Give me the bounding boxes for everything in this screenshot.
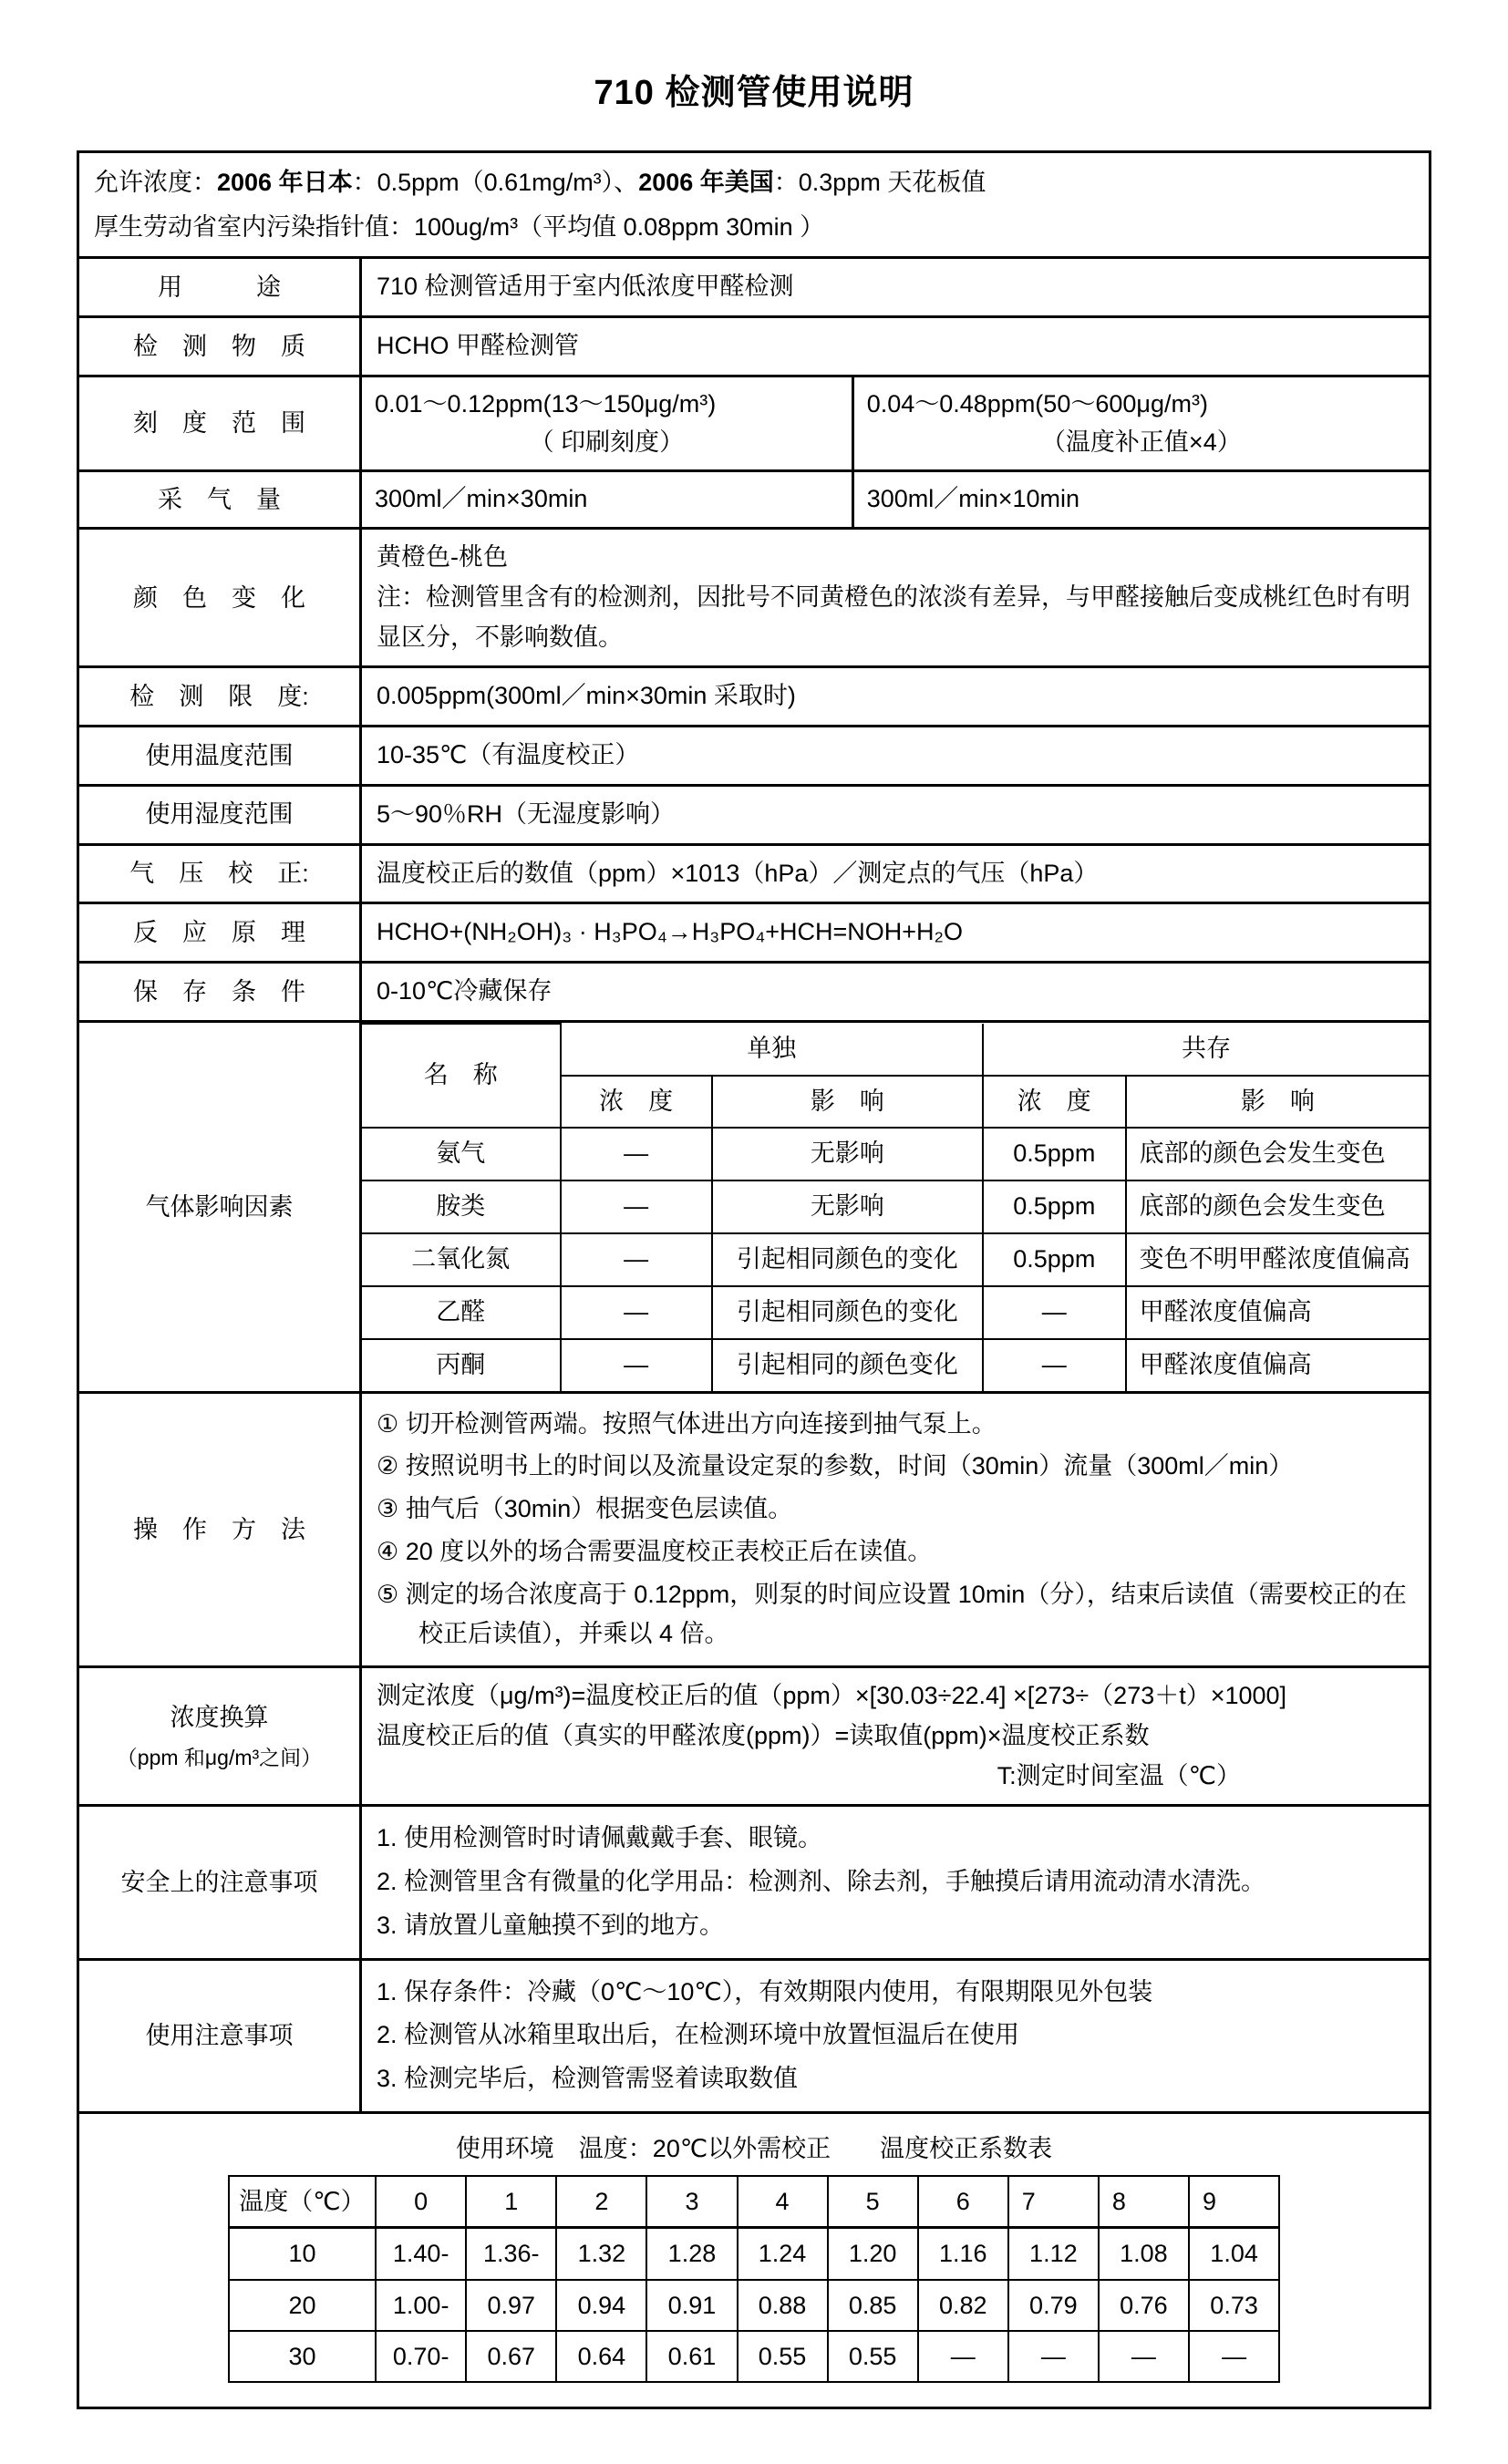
sampling-left-cell: 300ml／min×30min bbox=[362, 472, 852, 527]
gas-row-amines bbox=[362, 1180, 1429, 1233]
row-temperature-range bbox=[78, 727, 1431, 786]
operation-step-3: ③ 抽气后（30min）根据变色层读值。 bbox=[377, 1495, 793, 1523]
gas-conc-single: — bbox=[561, 1180, 712, 1233]
temperature-correction-cell bbox=[78, 2112, 1431, 2408]
gas-influence-table bbox=[362, 1023, 1429, 1391]
label-use: 用 途 bbox=[78, 258, 361, 317]
operation-step-2: ② 按照说明书上的时间以及流量设定泵的参数，时间（30min）流量（300ml／min） bbox=[377, 1452, 1294, 1480]
gas-conc-coexist: 0.5ppm bbox=[983, 1180, 1126, 1233]
correction-header-digit: 3 bbox=[646, 2176, 737, 2228]
row-scale-range bbox=[78, 376, 1431, 471]
page-title: 710 检测管使用说明 bbox=[594, 74, 914, 112]
correction-header-digit: 4 bbox=[738, 2176, 828, 2228]
gas-header-name: 名 称 bbox=[362, 1024, 561, 1129]
label-operation-method: 操 作 方 法 bbox=[78, 1392, 361, 1666]
spec-table bbox=[77, 150, 1431, 2409]
correction-value: — bbox=[1189, 2331, 1279, 2382]
label-storage-condition: 保 存 条 件 bbox=[78, 963, 361, 1022]
label-scale-range: 刻 度 范 围 bbox=[78, 376, 361, 471]
scale-right-line-1: 0.04～0.48ppm(50～600μg/m³) bbox=[866, 389, 1208, 418]
scale-left-line-2: （ 印刷刻度） bbox=[529, 428, 685, 456]
value-pressure-correction: 温度校正后的数值（ppm）×1013（hPa）／测定点的气压（hPa） bbox=[361, 844, 1431, 903]
correction-value: 0.79 bbox=[1008, 2280, 1099, 2331]
row-storage-condition bbox=[78, 963, 1431, 1022]
value-humidity-range: 5～90％RH（无湿度影响） bbox=[361, 785, 1431, 844]
scale-range-split-table bbox=[362, 377, 1429, 470]
label-color-change: 颜 色 变 化 bbox=[78, 529, 361, 667]
label-humidity-range: 使用湿度范围 bbox=[78, 785, 361, 844]
row-sampling-volume bbox=[78, 471, 1431, 529]
sampling-split-row bbox=[362, 472, 1429, 527]
operation-method-cell bbox=[361, 1392, 1431, 1666]
correction-value: 0.94 bbox=[556, 2280, 646, 2331]
correction-value: 0.61 bbox=[646, 2331, 737, 2382]
gas-name: 丙酮 bbox=[362, 1339, 561, 1391]
row-reaction-principle bbox=[78, 903, 1431, 963]
scale-left-cell bbox=[362, 377, 852, 470]
gas-header-effect-coexist: 影 响 bbox=[1126, 1076, 1429, 1129]
row-color-change bbox=[78, 529, 1431, 667]
gas-name: 胺类 bbox=[362, 1180, 561, 1233]
conversion-formula-2: 温度校正后的值（真实的甲醛浓度(ppm)）=读取值(ppm)×温度校正系数 bbox=[377, 1721, 1150, 1749]
correction-value: 0.97 bbox=[466, 2280, 556, 2331]
correction-value: — bbox=[1099, 2331, 1189, 2382]
correction-temp: 10 bbox=[229, 2228, 376, 2280]
gas-conc-single: — bbox=[561, 1286, 712, 1339]
label-safety-notes: 安全上的注意事项 bbox=[78, 1806, 361, 1959]
safety-note-3: 3. 请放置儿童触摸不到的地方。 bbox=[377, 1911, 725, 1939]
correction-header-digit: 0 bbox=[376, 2176, 466, 2228]
correction-value: 1.04 bbox=[1189, 2228, 1279, 2280]
value-temperature-range: 10-35℃（有温度校正） bbox=[361, 727, 1431, 786]
gas-header-effect-single: 影 响 bbox=[712, 1076, 983, 1129]
allowed-line-2: 厚生劳动省室内污染指针值：100ug/m³（平均值 0.08ppm 30min ） bbox=[94, 212, 825, 241]
gas-conc-coexist: 0.5ppm bbox=[983, 1128, 1126, 1180]
label-reaction-principle: 反 应 原 理 bbox=[78, 903, 361, 963]
gas-conc-single: — bbox=[561, 1233, 712, 1286]
color-change-note: 注：检测管里含有的检测剂，因批号不同黄橙色的浓淡有差异，与甲醛接触后变成桃红色时有明显区分，不影响数值。 bbox=[377, 582, 1410, 651]
gas-effect-coexist: 变色不明甲醛浓度值偏高 bbox=[1126, 1233, 1429, 1286]
gas-conc-coexist: — bbox=[983, 1286, 1126, 1339]
correction-value: 0.91 bbox=[646, 2280, 737, 2331]
gas-effect-single: 引起相同的颜色变化 bbox=[712, 1339, 983, 1391]
gas-conc-single: — bbox=[561, 1128, 712, 1180]
operation-step-1: ① 切开检测管两端。按照气体进出方向连接到抽气泵上。 bbox=[377, 1409, 997, 1438]
value-reaction-principle: HCHO+(NH₂OH)₃ · H₃PO₄→H₃PO₄+HCH=NOH+H₂O bbox=[361, 903, 1431, 963]
gas-conc-single: — bbox=[561, 1339, 712, 1391]
gas-influence-cell bbox=[361, 1021, 1431, 1392]
gas-name: 二氧化氮 bbox=[362, 1233, 561, 1286]
correction-value: 0.70- bbox=[376, 2331, 466, 2382]
label-detection-limit: 检 测 限 度: bbox=[78, 667, 361, 727]
correction-header-digit: 5 bbox=[828, 2176, 918, 2228]
correction-value: — bbox=[1008, 2331, 1099, 2382]
usage-note-3: 3. 检测完毕后，检测管需竖着读取数值 bbox=[377, 2064, 799, 2092]
gas-header-conc-coexist: 浓 度 bbox=[983, 1076, 1126, 1129]
correction-value: 1.08 bbox=[1099, 2228, 1189, 2280]
gas-header-row-1 bbox=[362, 1024, 1429, 1076]
gas-effect-coexist: 甲醛浓度值偏高 bbox=[1126, 1339, 1429, 1391]
gas-row-acetaldehyde bbox=[362, 1286, 1429, 1339]
safety-notes-cell bbox=[361, 1806, 1431, 1959]
label-gas-influence: 气体影响因素 bbox=[78, 1021, 361, 1392]
color-change-cell bbox=[361, 529, 1431, 667]
label-sampling-volume: 采 气 量 bbox=[78, 471, 361, 529]
scale-left-line-1: 0.01～0.12ppm(13～150μg/m³) bbox=[375, 389, 717, 418]
correction-header-digit: 9 bbox=[1189, 2176, 1279, 2228]
correction-table-caption: 使用环境 温度：20℃以外需校正 温度校正系数表 bbox=[455, 2134, 1053, 2162]
gas-effect-single: 引起相同颜色的变化 bbox=[712, 1286, 983, 1339]
correction-value: 1.32 bbox=[556, 2228, 646, 2280]
correction-value: 1.40- bbox=[376, 2228, 466, 2280]
row-temperature-correction bbox=[78, 2112, 1431, 2408]
gas-name: 乙醛 bbox=[362, 1286, 561, 1339]
row-substance bbox=[78, 316, 1431, 376]
temperature-correction-table bbox=[228, 2175, 1280, 2384]
gas-effect-single: 引起相同颜色的变化 bbox=[712, 1233, 983, 1286]
gas-conc-coexist: — bbox=[983, 1339, 1126, 1391]
row-humidity-range bbox=[78, 785, 1431, 844]
correction-value: 0.55 bbox=[738, 2331, 828, 2382]
scale-right-line-2: （温度补正值×4） bbox=[1040, 428, 1242, 456]
gas-effect-coexist: 底部的颜色会发生变色 bbox=[1126, 1128, 1429, 1180]
row-safety-notes bbox=[78, 1806, 1431, 1959]
usage-note-1: 1. 保存条件：冷藏（0℃～10℃），有效期限内使用，有限期限见外包装 bbox=[377, 1977, 1153, 2005]
correction-header-digit: 7 bbox=[1008, 2176, 1099, 2228]
correction-value: 0.73 bbox=[1189, 2280, 1279, 2331]
gas-header-coexist: 共存 bbox=[983, 1024, 1429, 1076]
allowed-usa-bold: 2006 年美国 bbox=[638, 169, 774, 196]
concentration-conversion-cell bbox=[361, 1667, 1431, 1806]
correction-header-digit: 1 bbox=[466, 2176, 556, 2228]
conversion-label-line-2: （ppm 和μg/m³之间） bbox=[116, 1745, 323, 1769]
correction-header-temp: 温度（℃） bbox=[229, 2176, 376, 2228]
correction-value: 1.12 bbox=[1008, 2228, 1099, 2280]
safety-note-2: 2. 检测管里含有微量的化学用品：检测剂、除去剂，手触摸后请用流动清水清洗。 bbox=[377, 1868, 1266, 1896]
row-detection-limit bbox=[78, 667, 1431, 727]
row-operation-method bbox=[78, 1392, 1431, 1666]
row-gas-influence bbox=[78, 1021, 1431, 1392]
scale-right-cell bbox=[852, 377, 1429, 470]
sampling-volume-cell bbox=[361, 471, 1431, 529]
gas-header-conc-single: 浓 度 bbox=[561, 1076, 712, 1129]
gas-effect-coexist: 底部的颜色会发生变色 bbox=[1126, 1180, 1429, 1233]
gas-row-nitrogen-dioxide bbox=[362, 1233, 1429, 1286]
color-change-line-1: 黄橙色-桃色 bbox=[377, 543, 508, 572]
correction-header-digit: 6 bbox=[918, 2176, 1008, 2228]
label-pressure-correction: 气 压 校 正: bbox=[78, 844, 361, 903]
correction-value: 0.88 bbox=[738, 2280, 828, 2331]
label-temperature-range: 使用温度范围 bbox=[78, 727, 361, 786]
row-use bbox=[78, 258, 1431, 317]
gas-header-single: 单独 bbox=[561, 1024, 983, 1076]
correction-value: 1.00- bbox=[376, 2280, 466, 2331]
allowed-prefix: 允许浓度： bbox=[94, 169, 217, 196]
value-substance: HCHO 甲醛检测管 bbox=[361, 316, 1431, 376]
allowed-japan-bold: 2006 年日本 bbox=[217, 169, 353, 196]
row-pressure-correction bbox=[78, 844, 1431, 903]
correction-temp: 20 bbox=[229, 2280, 376, 2331]
scale-range-split-row bbox=[362, 377, 1429, 470]
correction-value: 0.85 bbox=[828, 2280, 918, 2331]
gas-row-ammonia bbox=[362, 1128, 1429, 1180]
conversion-label-line-1: 浓度换算 bbox=[170, 1704, 269, 1732]
correction-value: 0.82 bbox=[918, 2280, 1008, 2331]
correction-header-digit: 2 bbox=[556, 2176, 646, 2228]
gas-name: 氨气 bbox=[362, 1128, 561, 1180]
gas-row-acetone bbox=[362, 1339, 1429, 1391]
label-usage-notes: 使用注意事项 bbox=[78, 1959, 361, 2112]
correction-value: 1.36- bbox=[466, 2228, 556, 2280]
safety-note-1: 1. 使用检测管时时请佩戴戴手套、眼镜。 bbox=[377, 1824, 823, 1852]
correction-row-20 bbox=[229, 2280, 1279, 2331]
operation-step-5: ⑤ 测定的场合浓度高于 0.12ppm，则泵的时间应设置 10min（分），结束后读值（需要校正的在校正后读值），并乘以 4 倍。 bbox=[377, 1580, 1407, 1648]
allowed-concentration-cell bbox=[78, 152, 1431, 258]
correction-header-digit: 8 bbox=[1099, 2176, 1189, 2228]
correction-value: 1.20 bbox=[828, 2228, 918, 2280]
conversion-formula-1: 测定浓度（μg/m³)=温度校正后的值（ppm）×[30.03÷22.4] ×[273÷（273＋t）×1000] bbox=[377, 1682, 1287, 1710]
value-use: 710 检测管适用于室内低浓度甲醛检测 bbox=[361, 258, 1431, 317]
correction-value: — bbox=[918, 2331, 1008, 2382]
sampling-split-table bbox=[362, 472, 1429, 527]
row-usage-notes bbox=[78, 1959, 1431, 2112]
allowed-usa-value: ：0.3ppm 天花板值 bbox=[773, 169, 986, 196]
gas-effect-coexist: 甲醛浓度值偏高 bbox=[1126, 1286, 1429, 1339]
row-concentration-conversion bbox=[78, 1667, 1431, 1806]
correction-value: 1.16 bbox=[918, 2228, 1008, 2280]
allowed-line-1 bbox=[94, 160, 1414, 205]
correction-value: 0.76 bbox=[1099, 2280, 1189, 2331]
usage-note-2: 2. 检测管从冰箱里取出后，在检测环境中放置恒温后在使用 bbox=[377, 2021, 1020, 2049]
correction-value: 0.64 bbox=[556, 2331, 646, 2382]
correction-value: 1.28 bbox=[646, 2228, 737, 2280]
value-detection-limit: 0.005ppm(300ml／min×30min 采取时) bbox=[361, 667, 1431, 727]
sampling-right-cell: 300ml／min×10min bbox=[852, 472, 1429, 527]
correction-value: 0.67 bbox=[466, 2331, 556, 2382]
conversion-temperature-note: T:测定时间室温（℃） bbox=[997, 1761, 1241, 1789]
gas-conc-coexist: 0.5ppm bbox=[983, 1233, 1126, 1286]
correction-header-row bbox=[229, 2176, 1279, 2228]
correction-value: 0.55 bbox=[828, 2331, 918, 2382]
correction-row-30 bbox=[229, 2331, 1279, 2382]
row-allowed-concentration bbox=[78, 152, 1431, 258]
correction-row-10 bbox=[229, 2228, 1279, 2280]
gas-effect-single: 无影响 bbox=[712, 1128, 983, 1180]
correction-temp: 30 bbox=[229, 2331, 376, 2382]
usage-notes-cell bbox=[361, 1959, 1431, 2112]
allowed-japan-value: ：0.5ppm（0.61mg/m³）、 bbox=[352, 169, 639, 196]
label-substance: 检 测 物 质 bbox=[78, 316, 361, 376]
value-storage-condition: 0-10℃冷藏保存 bbox=[361, 963, 1431, 1022]
operation-step-4: ④ 20 度以外的场合需要温度校正表校正后在读值。 bbox=[377, 1537, 933, 1565]
correction-value: 1.24 bbox=[738, 2228, 828, 2280]
gas-effect-single: 无影响 bbox=[712, 1180, 983, 1233]
scale-range-cell bbox=[361, 376, 1431, 471]
label-concentration-conversion bbox=[78, 1667, 361, 1806]
